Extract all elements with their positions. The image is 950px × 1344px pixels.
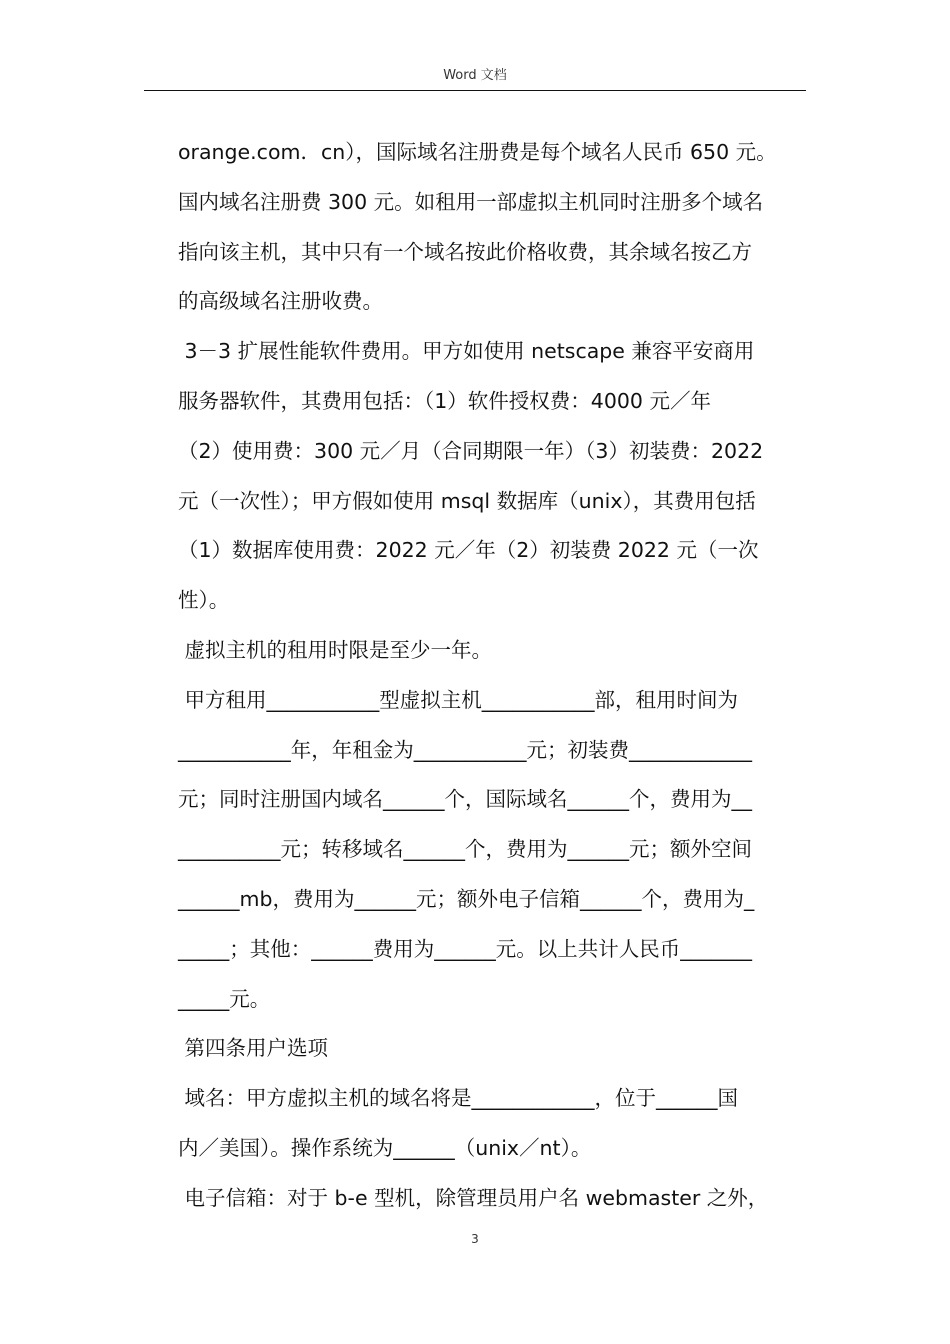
- body-line: 元；同时注册国内域名______个，国际域名______个，费用为__: [178, 787, 752, 812]
- body-line: orange.com．cn），国际域名注册费是每个域名人民币 650 元。: [178, 140, 777, 164]
- body-line: _____元。: [178, 986, 271, 1011]
- body-line: 服务器软件，其费用包括：（1）软件授权费：4000 元／年: [178, 388, 711, 413]
- body-line: 域名：甲方虚拟主机的域名将是____________，位于______国: [178, 1086, 739, 1111]
- body-line: 虚拟主机的租用时限是至少一年。: [178, 637, 493, 662]
- body-line: 国内域名注册费 300 元。如租用一部虚拟主机同时注册多个域名: [178, 189, 764, 214]
- section-heading: 第四条用户选项: [178, 1036, 329, 1061]
- body-line: 性）。: [178, 588, 230, 613]
- body-line: 3－3 扩展性能软件费用。甲方如使用 netscape 兼容平安商用: [178, 339, 755, 364]
- body-line: ___________年，年租金为___________元；初装费____________: [178, 737, 752, 762]
- body-line: （2）使用费：300 元／月（合同期限一年）（3）初装费：2022: [178, 438, 764, 463]
- body-line: 电子信箱：对于 b-e 型机，除管理员用户名 webmaster 之外，: [178, 1185, 769, 1210]
- body-line: ______mb，费用为______元；额外电子信箱______个，费用为_: [178, 886, 755, 911]
- body-line: 内／美国）。操作系统为______（unix／nt）。: [178, 1135, 592, 1160]
- body-line: 元（一次性）；甲方假如使用 msql 数据库（unix），其费用包括: [178, 488, 756, 513]
- body-line: __________元；转移域名______个，费用为______元；额外空间: [178, 837, 752, 862]
- body-line: （1）数据库使用费：2022 元／年（2）初装费 2022 元（一次: [178, 538, 759, 563]
- header-title: Word 文档: [443, 68, 507, 83]
- body-line: 指向该主机，其中只有一个域名按此价格收费，其余域名按乙方: [178, 239, 752, 264]
- document-body: [178, 128, 806, 1224]
- page-header: [144, 62, 806, 91]
- body-line: 的高级域名注册收费。: [178, 289, 383, 314]
- body-line: _____；其他：______费用为______元。以上共计人民币_______: [178, 936, 752, 961]
- page-number: 3: [471, 1232, 479, 1246]
- body-line: 甲方租用___________型虚拟主机___________部，租用时间为: [178, 687, 739, 712]
